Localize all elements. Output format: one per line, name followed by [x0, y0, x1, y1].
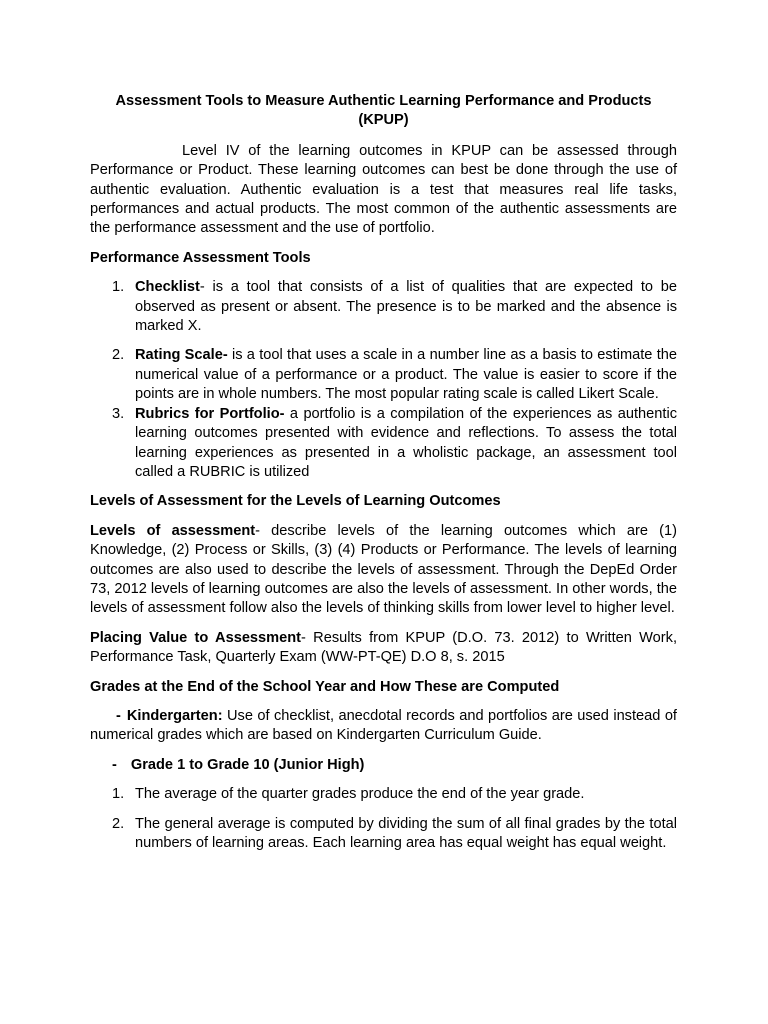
tool-text: is a tool that uses a scale in a number line as a basis to estimate the numerical value of a performance or a product. The value is easier to score if the points are in whole numbers. The most popular rating scale is called Likert Scale.: [135, 347, 677, 403]
junior-list: [90, 785, 677, 853]
kindergarten-paragraph: [90, 707, 677, 746]
grades-heading: Grades at the End of the School Year and How These are Computed: [90, 678, 560, 695]
tool-term: Rubrics for Portfolio-: [135, 405, 285, 422]
list-item: [90, 346, 677, 404]
junior-label: Grade 1 to Grade 10 (Junior High): [130, 756, 365, 773]
list-item: [90, 278, 677, 336]
kinder-dash: -: [116, 707, 121, 724]
levels-heading: Levels of Assessment for the Levels of Learning Outcomes: [90, 493, 501, 510]
tool-text: - is a tool that consists of a list of qualities that are expected to be observed as present or absent. The presence is to be marked and the absence is marked X.: [135, 279, 677, 335]
kinder-text: Use of checklist, anecdotal records and portfolios are used instead of numerical grades which are based on Kindergarten Curriculum Guide.: [90, 707, 677, 744]
list-item: [90, 815, 677, 854]
list-item: [90, 785, 677, 804]
intro-paragraph: Level IV of the learning outcomes in KPUP can be assessed through Performance or Product. These learning outcomes can best be done through the use of authentic evaluation. Authentic evaluation is a test that measures real life tasks, performances and actual products. The most common of the authentic assessments are the performance assessment and the use of portfolio.: [90, 142, 677, 237]
list-item: [90, 405, 677, 483]
junior-dash: -: [112, 756, 117, 773]
tools-list: [90, 278, 677, 482]
placing-term: Placing Value to Assessment: [90, 629, 302, 646]
list-number: 1.: [112, 786, 125, 803]
junior-high-heading: [90, 756, 677, 775]
list-number: 2.: [112, 815, 125, 832]
document-page: [90, 92, 677, 853]
kinder-term: Kindergarten:: [126, 707, 223, 724]
title-line-2: (KPUP): [358, 112, 409, 129]
list-number: 3.: [112, 405, 125, 422]
junior-item-text: The average of the quarter grades produce the end of the year grade.: [135, 786, 585, 803]
performance-heading: Performance Assessment Tools: [90, 249, 311, 266]
placing-text: - Results from KPUP (D.O. 73. 2012) to Written Work, Performance Task, Quarterly Exam (WW-PT-QE) D.O 8, s. 2015: [90, 629, 678, 666]
list-number: 1.: [112, 279, 125, 296]
levels-text: - describe levels of the learning outcomes which are (1) Knowledge, (2) Process or Skills, (3) (4) Products or Performance. The levels of learning outcomes are also used to describe the levels of assessment. Through the DepEd Order 73, 2012 levels of learning outcomes are also the levels of assessment. In other words, the levels of assessment follow also the levels of thinking skills from lower level to higher level.: [90, 522, 677, 617]
tool-text: a portfolio is a compilation of the experiences as authentic learning outcomes presented with evidence and reflections. To assess the total learning experiences as presented in a wholistic package, an assessment tool called a RUBRIC is utilized: [135, 405, 677, 480]
tool-term: Checklist: [135, 279, 200, 296]
placing-paragraph: [90, 629, 677, 668]
title-line-1: Assessment Tools to Measure Authentic Learning Performance and Products: [115, 93, 652, 109]
levels-paragraph: [90, 522, 677, 619]
tool-term: Rating Scale-: [135, 347, 228, 364]
levels-term: Levels of assessment: [90, 522, 256, 539]
document-title: [90, 92, 677, 131]
list-number: 2.: [112, 347, 125, 364]
junior-item-text: The general average is computed by dividing the sum of all final grades by the total numbers of learning areas. Each learning area has equal weight has equal weight.: [135, 815, 677, 851]
